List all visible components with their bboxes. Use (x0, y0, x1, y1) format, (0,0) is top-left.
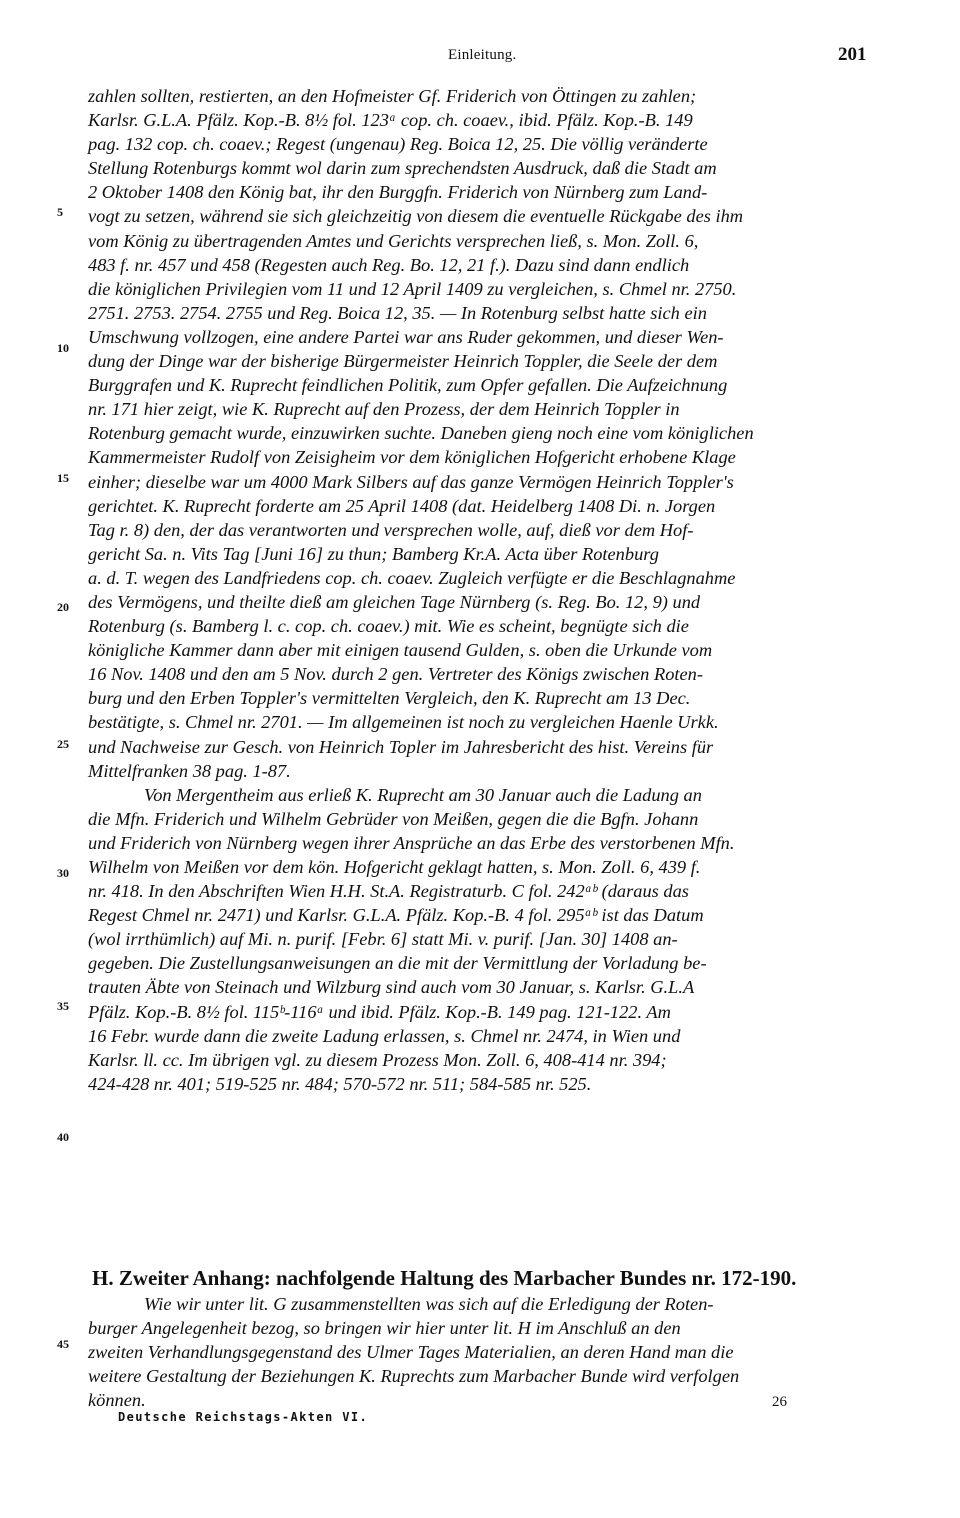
text-line: Kammermeister Rudolf von Zeisigheim vor dem königlichen Hofgericht erhobene Klage (88, 447, 736, 468)
text-line: Von Mergentheim aus erließ K. Ruprecht am 30 Januar auch die Ladung an (144, 784, 702, 805)
text-line: die königlichen Privilegien vom 11 und 12 April 1409 zu vergleichen, s. Chmel nr. 2750. (88, 278, 737, 299)
text-line: und Nachweise zur Gesch. von Heinrich Topler im Jahresbericht des hist. Vereins für (88, 736, 714, 757)
text-line: des Vermögens, und theilte dieß am gleichen Tage Nürnberg (s. Reg. Bo. 12, 9) und (88, 591, 701, 612)
text-line: gerichtet. K. Ruprecht forderte am 25 April 1408 (dat. Heidelberg 1408 Di. n. Jorgen (88, 495, 716, 516)
line-number: 10 (57, 341, 69, 355)
text-line: Wilhelm von Meißen vor dem kön. Hofgericht geklagt hatten, s. Mon. Zoll. 6, 439 f. (88, 857, 701, 877)
text-line: Tag r. 8) den, der das verantworten und versprechen wolle, auf, dieß vor dem Hof- (88, 519, 694, 540)
text-line: burg und den Erben Toppler's vermittelten Vergleich, den K. Ruprecht am 13 Dec. (88, 688, 691, 709)
running-header: Einleitung. (448, 47, 517, 63)
text-line: 483 f. nr. 457 und 458 (Regesten auch Reg. Bo. 12, 21 f.). Dazu sind dann endlich (88, 254, 690, 275)
text-line: und Friderich von Nürnberg wegen ihrer Ansprüche an das Erbe des verstorbenen Mfn. (88, 832, 735, 853)
text-line: einher; dieselbe war um 4000 Mark Silbers auf das ganze Vermögen Heinrich Toppler's (88, 471, 734, 492)
text-line: zahlen sollten, restierten, an den Hofmeister Gf. Friderich von Öttingen zu zahlen; (88, 86, 697, 106)
line-number: 20 (57, 600, 69, 614)
section-heading: H. Zweiter Anhang: nachfolgende Haltung des Marbacher Bundes nr. 172-190. (92, 1266, 797, 1290)
line-number: 25 (57, 737, 69, 751)
text-line: Wie wir unter lit. G zusammenstellten was sich auf die Erledigung der Roten- (144, 1294, 714, 1314)
text-line: Pfälz. Kop.-B. 8½ fol. 115ᵇ-116ᵃ und ibid. Pfälz. Kop.-B. 149 pag. 121-122. Am (88, 1001, 671, 1022)
line-number: 40 (57, 1130, 69, 1144)
text-line: nr. 418. In den Abschriften Wien H.H. St.A. Registraturb. C fol. 242ᵃᵇ (daraus das (88, 881, 689, 902)
line-number: 30 (57, 866, 69, 880)
text-line: trauten Äbte von Steinach und Wilzburg sind auch vom 30 Januar, s. Karlsr. G.L.A (88, 977, 695, 998)
text-line: Rotenburg (s. Bamberg l. c. cop. ch. coaev.) mit. Wie es scheint, begnügte sich die (88, 616, 689, 637)
line-number: 15 (57, 471, 69, 485)
text-line: bestätigte, s. Chmel nr. 2701. — Im allgemeinen ist noch zu vergleichen Haenle Urkk. (88, 712, 719, 733)
line-number: 35 (57, 999, 69, 1013)
text-line: pag. 132 cop. ch. coaev.; Regest (ungenau) Reg. Boica 12, 25. Die völlig veränderte (88, 134, 708, 155)
text-line: vogt zu setzen, während sie sich gleichzeitig von diesem die eventuelle Rückgabe des ihm (88, 206, 744, 227)
text-line: Burggrafen und K. Ruprecht feindlichen Politik, zum Opfer gefallen. Die Aufzeichnung (88, 375, 728, 396)
text-line: Karlsr. ll. cc. Im übrigen vgl. zu diesem Prozess Mon. Zoll. 6, 408-414 nr. 394; (88, 1049, 667, 1070)
text-line: 424-428 nr. 401; 519-525 nr. 484; 570-572 nr. 511; 584-585 nr. 525. (88, 1073, 592, 1094)
text-line: 2 Oktober 1408 den König bat, ihr den Burggfn. Friderich von Nürnberg zum Land- (88, 182, 708, 203)
footer-series-title: Deutsche Reichstags-Akten VI. (118, 1410, 369, 1424)
text-line: 2751. 2753. 2754. 2755 und Reg. Boica 12, 35. — In Rotenburg selbst hatte sich ein (88, 302, 707, 323)
text-line: dung der Dinge war der bisherige Bürgermeister Heinrich Toppler, die Seele der dem (88, 351, 718, 372)
text-line: königliche Kammer dann aber mit einigen tausend Gulden, s. oben die Urkunde vom (88, 640, 713, 661)
text-line: a. d. T. wegen des Landfriedens cop. ch. coaev. Zugleich verfügte er die Beschlagnahme (88, 567, 736, 588)
text-line: gegeben. Die Zustellungsanweisungen an die mit der Vermittlung der Vorladung be- (88, 953, 707, 974)
page-number: 201 (838, 44, 867, 65)
text-line: Rotenburg gemacht wurde, einzuwirken suchte. Daneben gieng noch eine vom königlichen (88, 423, 754, 444)
text-line: Mittelfranken 38 pag. 1-87. (88, 760, 291, 781)
text-line: Umschwung vollzogen, eine andere Partei war ans Ruder gekommen, und dieser Wen- (88, 326, 724, 347)
line-number: 45 (57, 1337, 69, 1351)
main-text-block (88, 84, 896, 1096)
signature-mark: 26 (772, 1394, 787, 1410)
text-line: gericht Sa. n. Vits Tag [Juni 16] zu thun; Bamberg Kr.A. Acta über Rotenburg (88, 543, 659, 564)
text-line: 16 Nov. 1408 und den am 5 Nov. durch 2 gen. Vertreter des Königs zwischen Roten- (88, 664, 703, 685)
text-line: 16 Febr. wurde dann die zweite Ladung erlassen, s. Chmel nr. 2474, in Wien und (88, 1025, 681, 1046)
text-line: nr. 171 hier zeigt, wie K. Ruprecht auf den Prozess, der dem Heinrich Toppler in (88, 399, 680, 420)
text-line: können. (88, 1390, 146, 1411)
line-number: 5 (57, 205, 63, 219)
text-line: vom König zu übertragenden Amtes und Gerichts versprechen ließ, s. Mon. Zoll. 6, (88, 230, 699, 251)
text-line: burger Angelegenheit bezog, so bringen wir hier unter lit. H im Anschluß an den (88, 1318, 681, 1339)
text-line: die Mfn. Friderich und Wilhelm Gebrüder von Meißen, gegen die die Bgfn. Johann (88, 808, 699, 829)
text-line: zweiten Verhandlungsgegenstand des Ulmer Tages Materialien, an deren Hand man die (88, 1342, 734, 1363)
text-line: (wol irrthümlich) auf Mi. n. purif. [Febr. 6] statt Mi. v. purif. [Jan. 30] 1408 an- (88, 929, 678, 950)
text-line: Regest Chmel nr. 2471) und Karlsr. G.L.A. Pfälz. Kop.-B. 4 fol. 295ᵃᵇ ist das Datum (88, 905, 704, 926)
text-line: weitere Gestaltung der Beziehungen K. Ruprechts zum Marbacher Bunde wird verfolgen (88, 1366, 740, 1387)
text-line: Karlsr. G.L.A. Pfälz. Kop.-B. 8½ fol. 123ᵃ cop. ch. coaev., ibid. Pfälz. Kop.-B. 149 (88, 110, 693, 131)
text-line: Stellung Rotenburgs kommt wol darin zum sprechendsten Ausdruck, daß die Stadt am (88, 158, 717, 179)
